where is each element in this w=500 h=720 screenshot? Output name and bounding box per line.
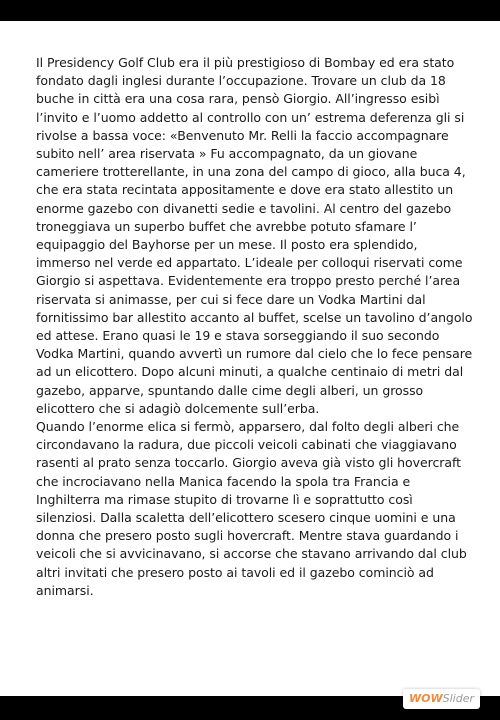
watermark-part-2: Slider	[442, 692, 474, 705]
wowslider-watermark[interactable]	[403, 689, 480, 709]
document-page	[0, 21, 500, 696]
document-body	[36, 54, 474, 600]
paragraph-1: Il Presidency Golf Club era il più prestigioso di Bombay ed era stato fondato dagli inglesi durante l’occupazione. Trovare un club da 18 buche in città era una cosa rara, pensò Giorgio. All’ingresso esibì l’invito e l’uomo addetto al controllo con un’ estrema deferenza gli si rivolse a bassa voce: «Benvenuto Mr. Relli la faccio accompagnare subito nell’ area riservata » Fu accompagnato, da un giovane cameriere trotterellante, in una zona del campo di gioco, alla buca 4, che era stata recintata appositamente e dove era stato allestito un enorme gazebo con divanetti sedie e tavolini. Al centro del gazebo troneggiava un superbo buffet che avrebbe potuto sfamare l’ equipaggio del Bayhorse per un mese. Il posto era splendido, immerso nel verde ed appartato. L’ideale per colloqui riservati come Giorgio si aspettava. Evidentemente era troppo presto perché l’area riservata si animasse, per cui si fece dare un Vodka Martini dal fornitissimo bar allestito accanto al buffet, scelse un tavolino d’angolo ed attese. Erano quasi le 19 e stava sorseggiando il suo secondo Vodka Martini, quando avvertì un rumore dal cielo che lo fece pensare ad un elicottero. Dopo alcuni minuti, a qualche centinaio di metri dal gazebo, apparve, spuntando dalle cime degli alberi, un grosso elicottero che si adagiò dolcemente sull’erba.	[36, 55, 473, 416]
paragraph-2: Quando l’enorme elica si fermò, apparsero, dal folto degli alberi che circondavano la radura, due piccoli veicoli cabinati che viaggiavano rasenti al prato senza toccarlo. Giorgio aveva già visto gli hovercraft che incrociavano nella Manica facendo la spola tra Francia e Inghilterra ma rimase stupito di trovarne lì e soprattutto così silenziosi. Dalla scaletta dell’elicottero scesero cinque uomini e una donna che presero posto sugli hovercraft. Mentre stava guardando i veicoli che si avvicinavano, si accorse che stavano arrivando dal club altri invitati che presero posto ai tavoli ed il gazebo cominciò ad animarsi.	[36, 419, 467, 598]
watermark-part-1: WOW	[409, 692, 443, 705]
